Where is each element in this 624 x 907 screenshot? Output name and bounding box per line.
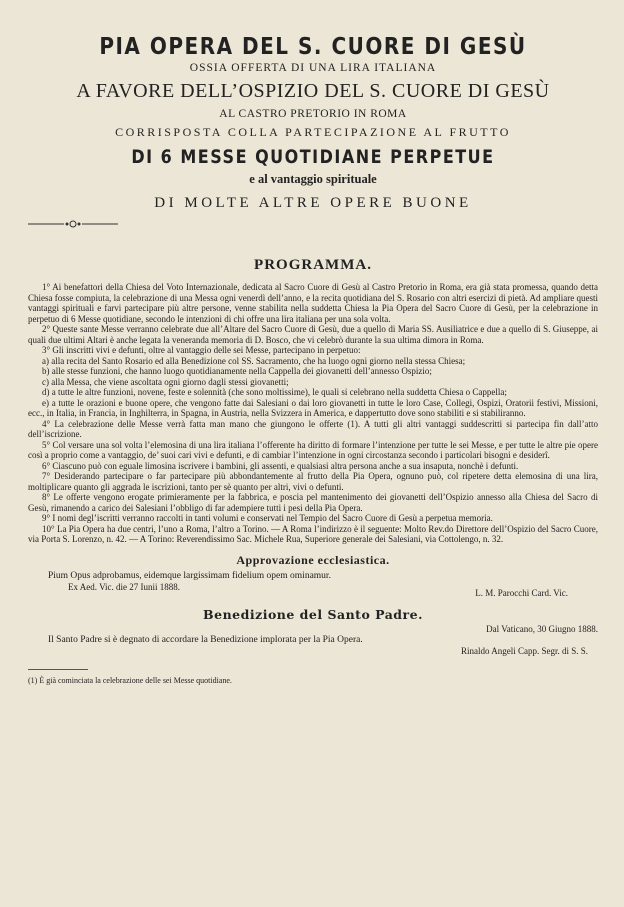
paragraph-3e: e) a tutte le orazioni e buone opere, che vengono fatte dai Salesiani o dai loro giovanetti in tutte le loro Case, Collegi, Ospizi, Oratorii festivi, Missioni, ecc., in Italia, in Francia, in Inghilterra, in Spagna, in Austria, nella Svizzera in America, e dappertutto dove sono stabiliti e si stabiliranno. — [28, 397, 598, 418]
subtitle-vantaggio: e al vantaggio spirituale — [249, 172, 377, 186]
footnote: (1) È già cominciata la celebrazione delle sei Messe quotidiane. — [28, 675, 232, 685]
programma-heading: PROGRAMMA. — [254, 257, 372, 273]
paragraph-7: 7° Desiderando partecipare o far partecipare più abbondantemente al frutto della Pia Opera, ognuno può, col ripetere detta elemosina di una lira, moltiplicare quanto gli aggrada le iscrizioni, tanto per sè quanto per altri, vivi o defunti. — [28, 471, 598, 492]
footnote-rule — [28, 669, 88, 670]
paragraph-4: 4° La celebrazione delle Messe verrà fatta man mano che giungono le offerte (1). A tutti gli altri vantaggi suddescritti si partecipa fin dall’atto dell’iscrizione. — [28, 418, 598, 439]
subtitle-ospizio: A FAVORE DELL’OSPIZIO DEL S. CUORE DI GESÙ — [76, 80, 550, 102]
subtitle-offerta: OSSIA OFFERTA DI UNA LIRA ITALIANA — [189, 62, 437, 74]
subtitle-messe: DI 6 MESSE QUOTIDIANE PERPETUE — [131, 145, 495, 168]
subtitle-castro: AL CASTRO PRETORIO IN ROMA — [219, 108, 407, 120]
benedizione-block — [28, 624, 598, 657]
paragraph-1: 1° Ai benefattori della Chiesa del Voto Internazionale, dedicata al Sacro Cuore di Gesù al Castro Pretorio in Roma, era già stata promessa, quando detta Chiesa fosse compiuta, la celebrazione di una Messa ogni venerdì dell’anno, e la recita quotidiana del S. Rosario con altri esercizi di pietà. Ad ampliare questi vantaggi spirituali e farvi partecipare più altre persone, venne stabilita nella suddetta Chiesa la Pia Opera del Sacro Cuore di Gesù, per la celebrazione in perpetuo di 6 Messe quotidiane, secondo le intenzioni di chi offre una lira italiana per una sola volta. — [28, 282, 598, 324]
paragraph-3b: b) alle stesse funzioni, che hanno luogo quotidianamente nella Cappella dei giovanetti dell’annesso Ospizio; — [42, 366, 432, 376]
paragraph-2: 2° Queste sante Messe verranno celebrate due all’Altare del Sacro Cuore di Gesù, due a quello di Maria SS. Ausiliatrice e due a quello di S. Giuseppe, ai quali due ultimi Altari è anche legata la veneranda memoria di D. Bosco, che vi celebrò durante la sua ultima dimora in Roma. — [28, 324, 598, 345]
paragraph-5: 5° Col versare una sol volta l’elemosina di una lira italiana l’offerente ha diritto di formare l’intenzione per tutte le sei Messe, e per tutte le altre pie opere così a proprio come a vantaggio, de’ suoi cari vivi e defunti, e di cambiar l’intenzione in ogni circostanza secondo i particolari bisogni e desiderî. — [28, 439, 598, 460]
benedizione-date: Dal Vaticano, 30 Giugno 1888. — [486, 623, 598, 634]
paragraph-9: 9° I nomi degl’iscritti verranno raccolti in tanti volumi e conservati nel Tempio del Sacro Cuore di Gesù a perpetua memoria. — [42, 513, 493, 523]
approvazione-text: Pium Opus adprobamus, eidemque largissimam fidelium opem ominamur. — [48, 570, 331, 581]
subtitle-opere: DI MOLTE ALTRE OPERE BUONE — [154, 195, 472, 211]
approvazione-block — [28, 571, 598, 599]
benedizione-signature: Rinaldo Angeli Capp. Segr. di S. S. — [460, 645, 588, 656]
ornament-divider — [28, 220, 118, 228]
paragraph-3a: a) alla recita del Santo Rosario ed alla Benedizione col SS. Sacramento, che ha luogo ogni giorno nella stessa Chiesa; — [42, 355, 466, 366]
main-title: PIA OPERA DEL S. CUORE DI GESÙ — [99, 32, 527, 60]
approvazione-date: Ex Aed. Vic. die 27 Iunii 1888. — [68, 581, 181, 592]
paragraph-8: 8° Le offerte vengono erogate primieramente per la fabbrica, e poscia pel mantenimento dei giovanetti dell’Ospizio annesso alla Chiesa del Sacro di Gesù, rimanendo a carico dei Salesiani l’obbligo di far adempiere tutti i pesi della Pia Opera. — [28, 492, 598, 513]
paragraph-6: 6° Ciascuno può con eguale limosina iscrivere i bambini, gli assenti, e qualsiasi altra persona anche a sua insaputa, nonchè i defunti. — [42, 460, 519, 471]
approvazione-heading: Approvazione ecclesiastica. — [236, 552, 390, 567]
approvazione-signature: L. M. Parocchi Card. Vic. — [475, 587, 568, 598]
benedizione-heading: Benedizione del Santo Padre. — [203, 606, 423, 622]
benedizione-text: Il Santo Padre si è degnato di accordare la Benedizione implorata per la Pia Opera. — [48, 634, 363, 645]
paragraph-3d: d) a tutte le altre funzioni, novene, feste e solennità (che sono moltissime), le quali si celebrano nella suddetta Chiesa o Cappella; — [42, 387, 507, 397]
programma-body — [28, 282, 598, 545]
subtitle-partecipazione: CORRISPOSTA COLLA PARTECIPAZIONE AL FRUTTO — [115, 125, 511, 139]
paragraph-10: 10° La Pia Opera ha due centri, l’uno a Roma, l’altro a Torino. — A Roma l’indirizzo è il seguente: Molto Rev.do Direttore dell’Ospizio del Sacro Cuore, via Porta S. Lorenzo, n. 42. — A Torino: Reverendissimo Sac. Michele Rua, Superiore generale dei Salesiani, via Cottolengo, n. 32. — [28, 523, 598, 544]
paragraph-3c: c) alla Messa, che viene ascoltata ogni giorno dagli stessi giovanetti; — [42, 376, 289, 387]
paragraph-3: 3° Gli inscritti vivi e defunti, oltre al vantaggio delle sei Messe, partecipano in perpetuo: — [42, 345, 361, 355]
